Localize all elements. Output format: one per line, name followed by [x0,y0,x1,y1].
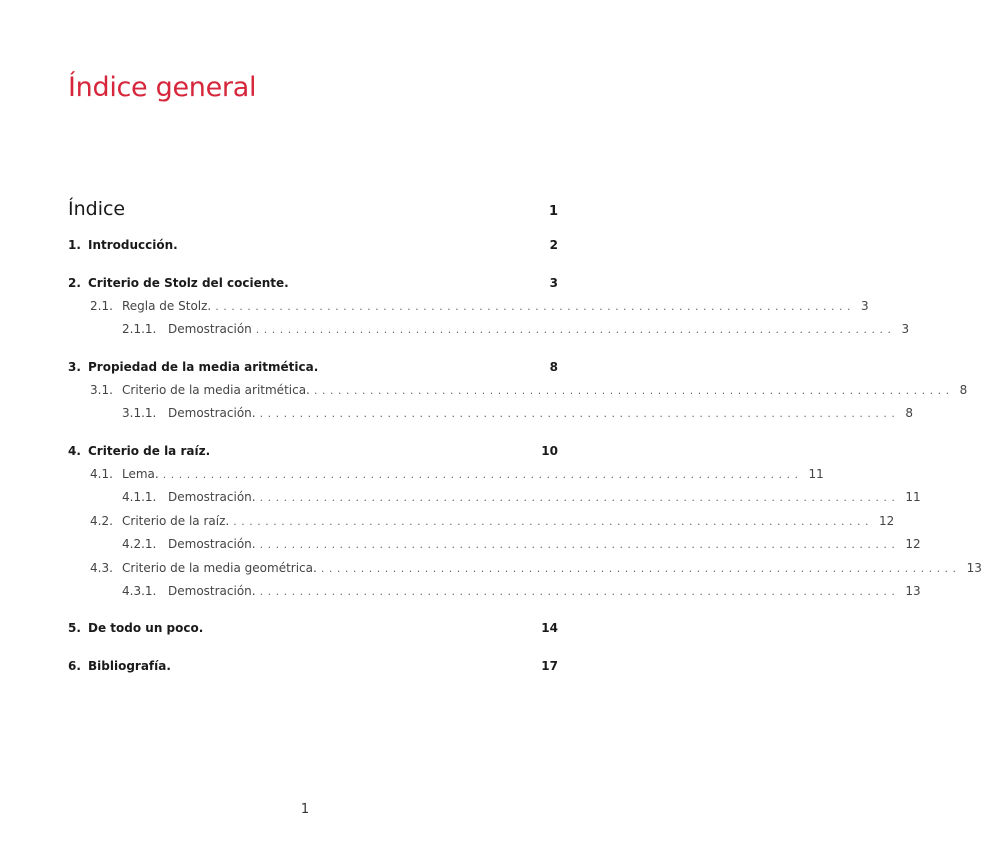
toc-entry-page: 2 [549,238,558,252]
dot-leader: ................................................................................ [259,585,900,598]
toc-entry-label: Demostración. [168,537,256,551]
toc-entry[interactable] [122,584,921,604]
toc-entry[interactable] [90,561,982,581]
toc-entry-label: Lema. [122,467,159,481]
toc-entry-page: 17 [541,659,558,673]
toc-entry[interactable] [68,444,558,464]
toc-entry-label: Demostración. [168,406,256,420]
toc-entry-number: 4.3.1. [122,584,157,598]
dot-leader: ................................................................................ [255,323,896,336]
toc-entry-number: 2. [68,276,81,290]
dot-leader: ................................................................................ [313,384,954,397]
toc-entry-label: Criterio de la raíz. [88,444,211,458]
page-title: Índice general [68,72,257,103]
toc-entry-label: Índice [68,198,126,220]
toc-entry-page: 11 [808,467,824,481]
toc-entry-page: 3 [860,299,869,313]
toc-entry-number: 4.1. [90,467,113,481]
toc-entry-page: 3 [549,276,558,290]
toc-entry-label: Criterio de la media geométrica. [122,561,317,575]
toc-entry-number: 2.1. [90,299,113,313]
toc-entry-page: 8 [905,406,913,420]
toc-entry-number: 1. [68,238,81,252]
toc-entry-label: Regla de Stolz. [122,299,212,313]
toc-entry-label: Introducción. [88,238,178,252]
toc-entry-page: 3 [901,322,910,336]
toc-entry[interactable] [90,383,968,403]
toc-entry-page: 12 [905,537,921,551]
toc-entry-number: 4.2.1. [122,537,157,551]
toc-entry-page: 12 [878,514,895,528]
toc-entry-label: Bibliografía. [88,659,171,673]
toc-entry-number: 5. [68,621,81,635]
toc-entry-number: 6. [68,659,81,673]
toc-entry[interactable] [68,659,558,679]
toc-entry-label: Demostración. [168,584,256,598]
dot-leader: ................................................................................ [233,515,873,528]
toc-entry-label: De todo un poco. [88,621,204,635]
dot-leader: ................................................................................ [259,538,900,551]
toc-entry-page: 8 [959,383,968,397]
toc-entry-label: Criterio de la media aritmética. [122,383,310,397]
dot-leader: ................................................................................ [215,300,855,313]
toc-entry-number: 4.3. [90,561,113,575]
toc-entry-number: 4.1.1. [122,490,157,504]
toc-entry-page: 13 [966,561,982,575]
toc-index-entry[interactable] [68,198,558,218]
toc-entry-label: Demostración. [168,490,256,504]
toc-entry-label: Criterio de Stolz del cociente. [88,276,289,290]
toc-entry-page: 14 [541,621,558,635]
toc-entry-page: 13 [905,584,921,598]
dot-leader: ................................................................................ [320,562,961,575]
toc-entry[interactable] [68,276,558,296]
toc-entry-number: 4.2. [90,514,113,528]
toc-entry[interactable] [122,322,910,342]
toc-entry[interactable] [90,467,824,487]
dot-leader: ................................................................................ [259,491,900,504]
toc-entry-number: 3.1.1. [122,406,157,420]
toc-entry[interactable] [90,514,895,534]
toc-entry-page: 11 [905,490,921,504]
toc-entry-number: 3. [68,360,81,374]
toc-entry-number: 2.1.1. [122,322,157,336]
toc-entry[interactable] [122,406,913,426]
toc-entry-page: 8 [549,360,558,374]
toc-entry[interactable] [90,299,869,319]
toc-entry-page: 10 [541,444,558,458]
toc-entry[interactable] [68,621,558,641]
dot-leader: ................................................................................ [162,468,803,481]
toc-entry-label: Criterio de la raíz. [122,514,230,528]
toc-entry[interactable] [122,537,921,557]
toc-entry-label: Propiedad de la media aritmética. [88,360,319,374]
page-number: 1 [300,802,310,817]
toc-entry[interactable] [122,490,921,510]
toc-entry-number: 4. [68,444,81,458]
toc-entry-number: 3.1. [90,383,113,397]
dot-leader: ................................................................................ [259,407,900,420]
toc-entry-label: Demostración [168,322,252,336]
toc-entry-page: 1 [548,204,558,219]
toc-entry[interactable] [68,238,558,258]
toc-entry[interactable] [68,360,558,380]
